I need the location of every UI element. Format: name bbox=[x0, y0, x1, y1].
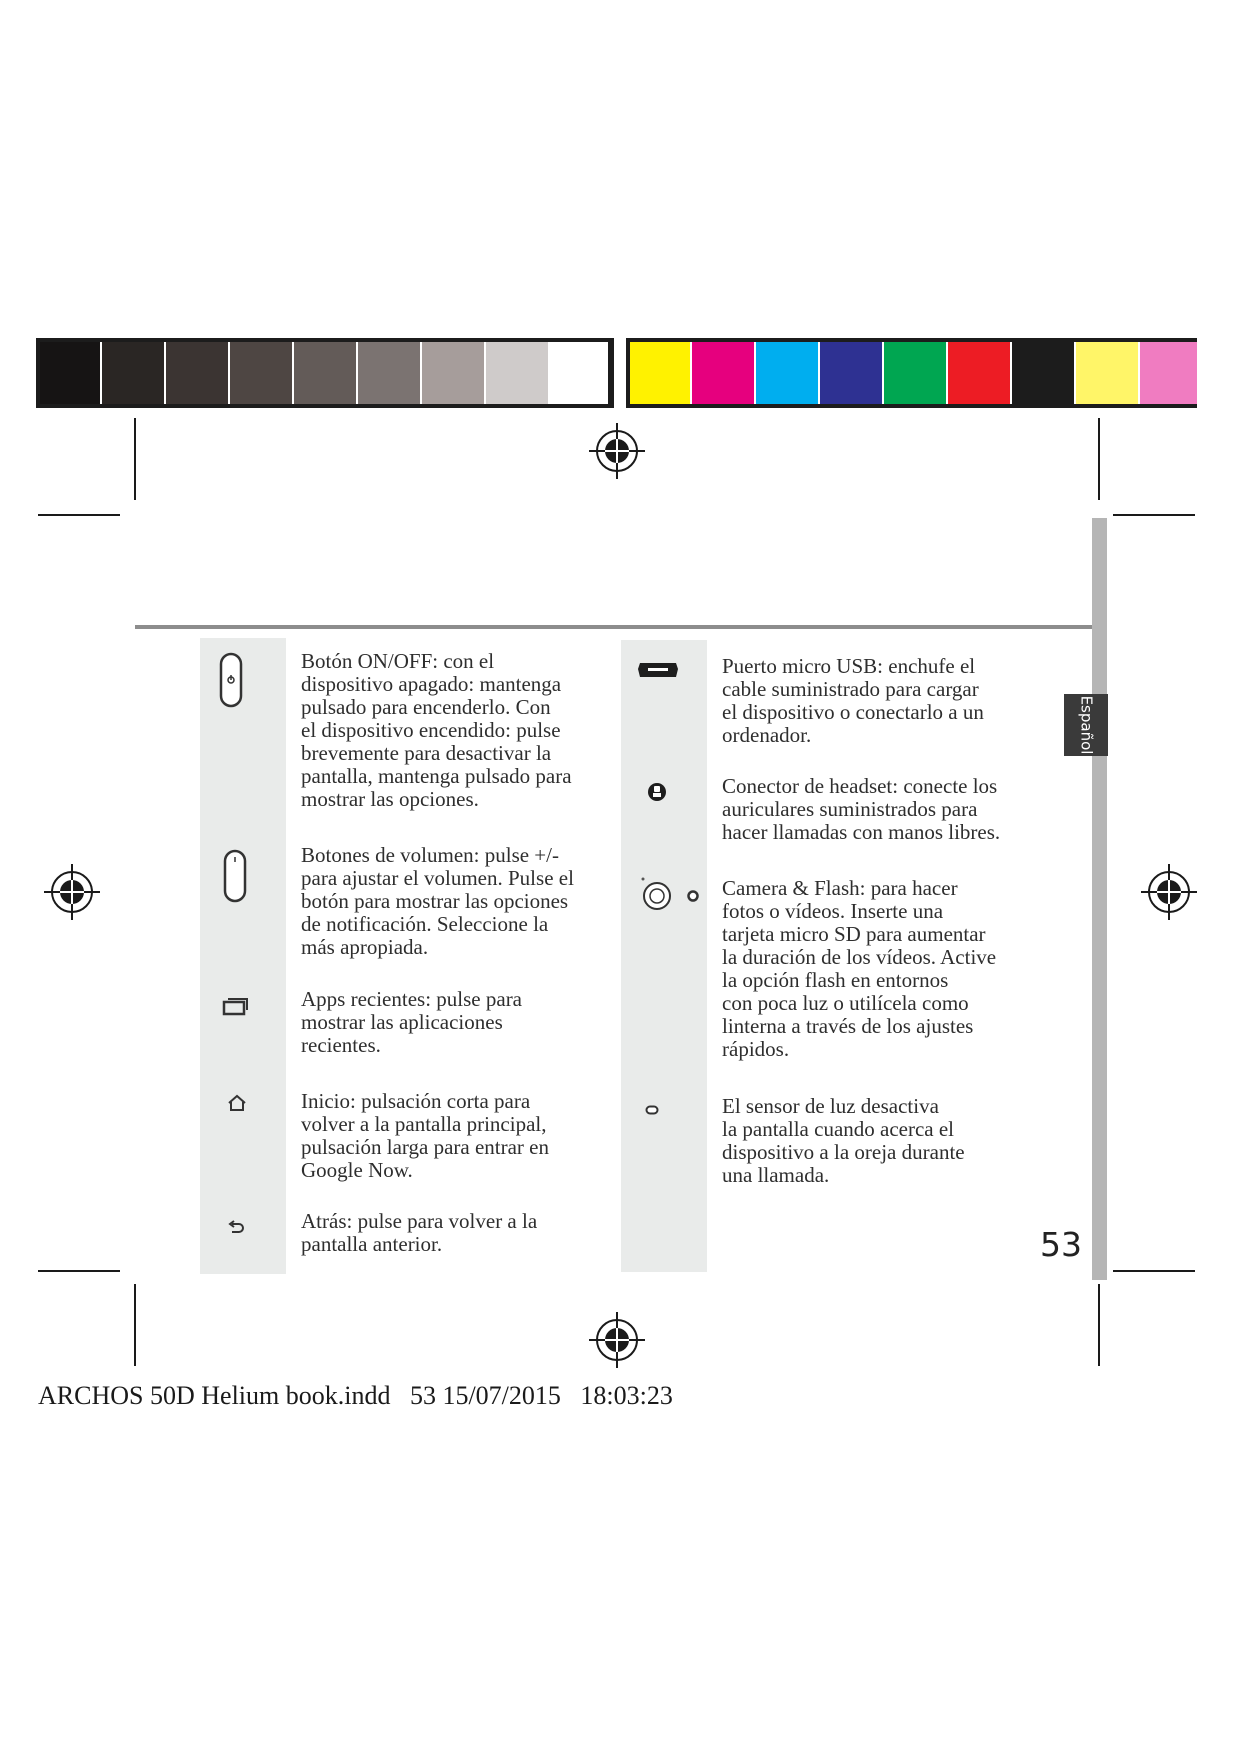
crop-mark bbox=[1113, 1270, 1195, 1272]
light-sensor-description: El sensor de luz desactiva la pantalla cuando acerca el dispositivo a la oreja durante una llamada. bbox=[722, 1094, 965, 1187]
right-icon-column bbox=[621, 640, 707, 1272]
slug-line: ARCHOS 50D Helium book.indd 53 15/07/2015 18:03:23 bbox=[38, 1381, 673, 1410]
side-strip bbox=[1092, 518, 1107, 1280]
power-button-icon bbox=[218, 651, 244, 709]
crop-mark bbox=[1098, 1284, 1100, 1366]
language-tab-label: Español bbox=[1077, 695, 1096, 755]
registration-mark-icon bbox=[587, 421, 647, 481]
crop-mark bbox=[38, 1270, 120, 1272]
volume-buttons-description: Botones de volumen: pulse +/- para ajustar el volumen. Pulse el botón para mostrar las opciones de notificación. Seleccione la más apropiada. bbox=[301, 843, 574, 959]
grayscale-bar-frame bbox=[548, 338, 612, 408]
language-tab bbox=[1064, 694, 1108, 756]
crop-mark bbox=[1098, 418, 1100, 500]
back-icon bbox=[227, 1220, 245, 1234]
micro-usb-port-icon bbox=[636, 661, 680, 679]
left-icon-column bbox=[200, 638, 286, 1274]
crop-mark bbox=[38, 514, 120, 516]
crop-mark bbox=[134, 1284, 136, 1366]
page-number: 53 bbox=[1040, 1225, 1082, 1264]
volume-buttons-icon bbox=[222, 848, 248, 904]
color-frame bbox=[626, 338, 1197, 408]
grayscale-frame bbox=[36, 338, 614, 408]
headset-connector-description: Conector de headset: conecte los auriculares suministrados para hacer llamadas con manos libres. bbox=[722, 774, 1001, 844]
crop-mark bbox=[1113, 514, 1195, 516]
headset-connector-icon bbox=[647, 781, 667, 803]
light-sensor-icon bbox=[645, 1105, 659, 1115]
registration-mark-icon bbox=[1139, 862, 1199, 922]
home-icon bbox=[227, 1094, 247, 1112]
camera-flash-icon bbox=[640, 876, 704, 916]
home-description: Inicio: pulsación corta para volver a la pantalla principal, pulsación larga para entrar en Google Now. bbox=[301, 1089, 549, 1182]
registration-mark-icon bbox=[587, 1310, 647, 1370]
camera-flash-description: Camera & Flash: para hacer fotos o vídeos. Inserte una tarjeta micro SD para aumentar la duración de los vídeos. Active la opción flash en entornos con poca luz o utilícela como linterna a través de los ajustes rápidos. bbox=[722, 876, 997, 1061]
micro-usb-description: Puerto micro USB: enchufe el cable suministrado para cargar el dispositivo o conectarlo a un ordenador. bbox=[722, 654, 984, 747]
recent-apps-icon bbox=[222, 996, 250, 1016]
back-description: Atrás: pulse para volver a la pantalla anterior. bbox=[301, 1209, 538, 1256]
registration-mark-icon bbox=[42, 862, 102, 922]
header-rule bbox=[135, 625, 1093, 629]
recent-apps-description: Apps recientes: pulse para mostrar las aplicaciones recientes. bbox=[301, 987, 523, 1057]
power-button-description: Botón ON/OFF: con el dispositivo apagado: mantenga pulsado para encenderlo. Con el dispositivo encendido: pulse brevemente para desactivar la pantalla, mantenga pulsado para mostrar las opciones. bbox=[301, 649, 572, 811]
crop-mark bbox=[134, 418, 136, 500]
